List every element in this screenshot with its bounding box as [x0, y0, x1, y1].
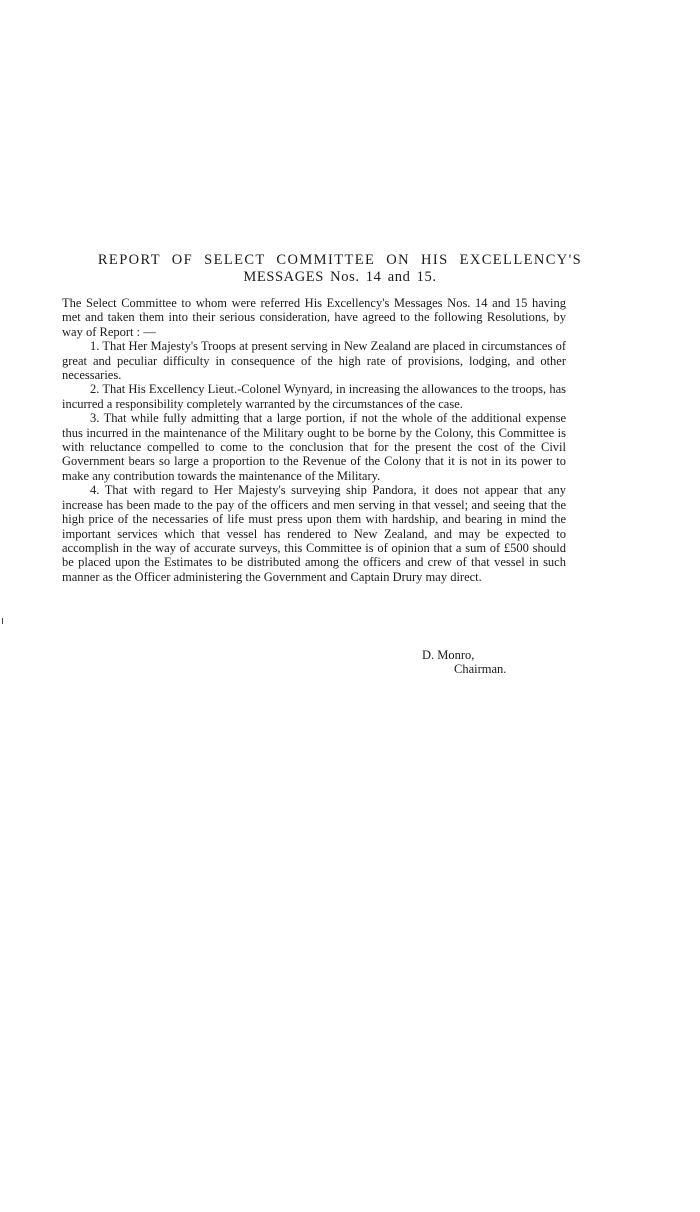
- resolution-3: 3. That while fully admitting that a large portion, if not the whole of the additional expense thus incurred in the maintenance of the Military ought to be borne by the Colony, this Committee is with reluctance compelled to come to the conclusion that for the present the cost of the Civil Government bears so large a proportion to the Revenue of the Colony that it is not in its power to make any contribution towards the maintenance of the Military.: [62, 411, 566, 483]
- signatory-name: D. Monro,: [422, 648, 475, 662]
- signature-block: [420, 648, 560, 677]
- report-title-line-1: REPORT OF SELECT COMMITTEE ON HIS EXCELLENCY'S: [97, 252, 583, 268]
- report-body: [62, 296, 566, 584]
- report-title-line-2: MESSAGES Nos. 14 and 15.: [243, 269, 437, 285]
- signatory-role: Chairman.: [454, 662, 507, 677]
- resolution-2: 2. That His Excellency Lieut.-Colonel Wynyard, in increasing the allowances to the troops, has incurred a responsibility completely warranted by the circumstances of the case.: [62, 382, 566, 411]
- report-title: [60, 252, 620, 286]
- intro-paragraph: The Select Committee to whom were referred His Excellency's Messages Nos. 14 and 15 having met and taken them into their serious consideration, have agreed to the following Resolutions, by way of Report : —: [62, 296, 566, 339]
- margin-mark: [2, 618, 3, 624]
- resolution-4: 4. That with regard to Her Majesty's surveying ship Pandora, it does not appear that any increase has been made to the pay of the officers and men serving in that vessel; and seeing that the high price of the necessaries of life must press upon them with hardship, and bearing in mind the important services which that vessel has rendered to New Zealand, and may be expected to accomplish in the way of accurate surveys, this Committee is of opinion that a sum of £500 should be placed upon the Estimates to be distributed among the officers and crew of that vessel in such manner as the Officer administering the Government and Captain Drury may direct.: [62, 483, 566, 584]
- resolution-1: 1. That Her Majesty's Troops at present serving in New Zealand are placed in circumstances of great and peculiar difficulty in consequence of the high rate of provisions, lodging, and other necessaries.: [62, 339, 566, 383]
